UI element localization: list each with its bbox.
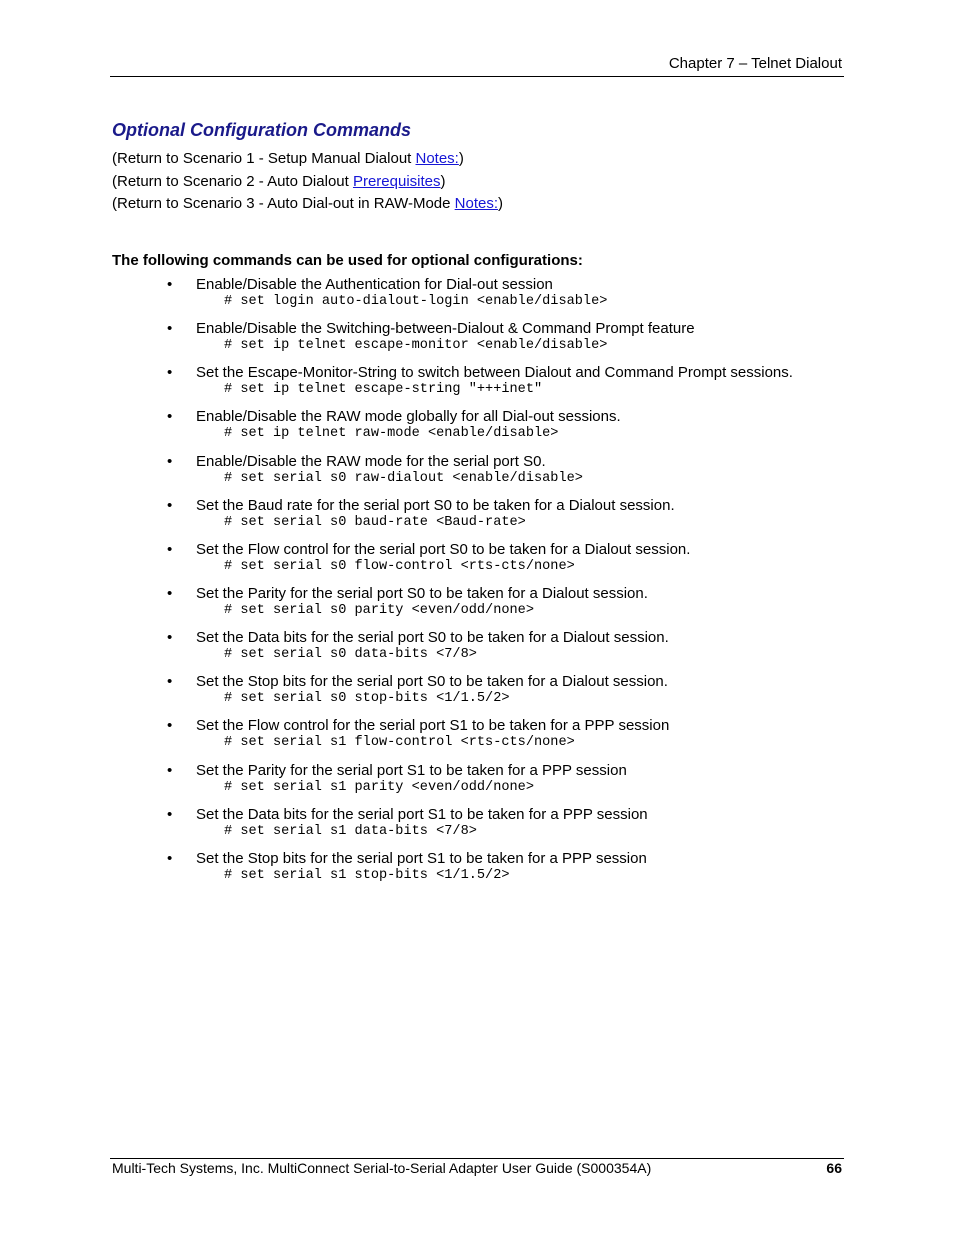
- command-code: # set serial s0 data-bits <7/8>: [224, 647, 477, 663]
- command-description: Set the Escape-Monitor-String to switch between Dialout and Command Prompt sessions.: [196, 364, 793, 382]
- return-text-close: ): [498, 195, 504, 212]
- running-header: Chapter 7 – Telnet Dialout: [668, 55, 842, 72]
- command-description: Enable/Disable the RAW mode globally for all Dial-out sessions.: [196, 408, 621, 426]
- return-line-scenario-2: [112, 173, 503, 196]
- bullet-icon: •: [167, 584, 173, 602]
- bullet-icon: •: [167, 761, 173, 779]
- bullet-icon: •: [167, 673, 173, 691]
- list-item: [164, 762, 844, 806]
- bullet-icon: •: [167, 629, 173, 647]
- return-line-scenario-1: [112, 150, 503, 173]
- list-item: [164, 541, 844, 585]
- return-text-close: ): [458, 150, 464, 167]
- command-code: # set serial s1 parity <even/odd/none>: [224, 779, 534, 795]
- header-rule: [110, 76, 844, 77]
- command-description: Set the Parity for the serial port S1 to be taken for a PPP session: [196, 761, 627, 779]
- list-item: [164, 850, 844, 894]
- command-description: Set the Parity for the serial port S0 to be taken for a Dialout session.: [196, 584, 648, 602]
- list-item: [164, 364, 844, 408]
- return-line-scenario-3: [112, 195, 503, 218]
- command-description: Set the Baud rate for the serial port S0 to be taken for a Dialout session.: [196, 496, 675, 514]
- section-title: Optional Configuration Commands: [112, 120, 411, 140]
- bullet-icon: •: [167, 717, 173, 735]
- command-description: Set the Stop bits for the serial port S1 to be taken for a PPP session: [196, 849, 647, 867]
- list-item: [164, 629, 844, 673]
- return-links: [112, 150, 503, 218]
- prerequisites-link[interactable]: Prerequisites: [352, 172, 441, 190]
- command-code: # set ip telnet raw-mode <enable/disable>: [224, 426, 559, 442]
- command-code: # set login auto-dialout-login <enable/disable>: [224, 294, 608, 309]
- return-text: (Return to Scenario 1 - Setup Manual Dialout: [112, 150, 416, 167]
- command-description: Set the Flow control for the serial port S0 to be taken for a Dialout session.: [196, 540, 691, 558]
- list-item: [164, 806, 844, 850]
- list-item: [164, 276, 844, 320]
- command-code: # set serial s1 stop-bits <1/1.5/2>: [224, 867, 510, 883]
- bullet-icon: •: [167, 452, 173, 470]
- bullet-icon: •: [167, 849, 173, 867]
- command-code: # set serial s0 raw-dialout <enable/disable>: [224, 470, 583, 486]
- bullet-icon: •: [167, 408, 173, 426]
- command-code: # set ip telnet escape-monitor <enable/disable>: [224, 338, 608, 354]
- bullet-icon: •: [167, 540, 173, 558]
- command-code: # set serial s1 flow-control <rts-cts/none>: [224, 735, 575, 751]
- list-item: [164, 408, 844, 452]
- command-code: # set serial s0 parity <even/odd/none>: [224, 602, 534, 618]
- command-description: Set the Flow control for the serial port S1 to be taken for a PPP session: [196, 717, 670, 735]
- command-description: Enable/Disable the Switching-between-Dialout & Command Prompt feature: [196, 320, 695, 338]
- command-description: Enable/Disable the RAW mode for the serial port S0.: [196, 452, 546, 470]
- command-description: Set the Stop bits for the serial port S0 to be taken for a Dialout session.: [196, 673, 668, 691]
- footer-text: Multi-Tech Systems, Inc. MultiConnect Serial-to-Serial Adapter User Guide (S000354A): [112, 1160, 652, 1176]
- command-description: Enable/Disable the Authentication for Dial-out session: [196, 276, 553, 293]
- list-item: [164, 497, 844, 541]
- command-code: # set serial s0 stop-bits <1/1.5/2>: [224, 691, 510, 707]
- footer-rule: [110, 1158, 844, 1159]
- list-item: [164, 717, 844, 761]
- list-item: [164, 453, 844, 497]
- return-text-close: ): [440, 172, 446, 190]
- list-item: [164, 673, 844, 717]
- command-description: Set the Data bits for the serial port S1 to be taken for a PPP session: [196, 805, 648, 823]
- bullet-icon: •: [167, 364, 173, 382]
- intro-text: The following commands can be used for optional configurations:: [112, 252, 583, 269]
- bullet-icon: •: [167, 496, 173, 514]
- list-item: [164, 320, 844, 364]
- command-list: [164, 276, 844, 894]
- bullet-icon: •: [167, 805, 173, 823]
- notes-link[interactable]: Notes:: [415, 150, 459, 167]
- command-code: # set serial s0 baud-rate <Baud-rate>: [224, 514, 526, 530]
- return-text: (Return to Scenario 3 - Auto Dial-out in RAW-Mode: [112, 195, 455, 212]
- page-number: 66: [826, 1160, 842, 1176]
- bullet-icon: •: [167, 276, 173, 293]
- notes-link[interactable]: Notes:: [454, 195, 499, 212]
- command-description: Set the Data bits for the serial port S0 to be taken for a Dialout session.: [196, 629, 669, 647]
- command-code: # set serial s0 flow-control <rts-cts/none>: [224, 558, 575, 574]
- bullet-icon: •: [167, 320, 173, 338]
- list-item: [164, 585, 844, 629]
- command-code: # set serial s1 data-bits <7/8>: [224, 823, 477, 839]
- return-text: (Return to Scenario 2 - Auto Dialout: [112, 172, 353, 190]
- command-code: # set ip telnet escape-string "+++inet": [224, 382, 543, 398]
